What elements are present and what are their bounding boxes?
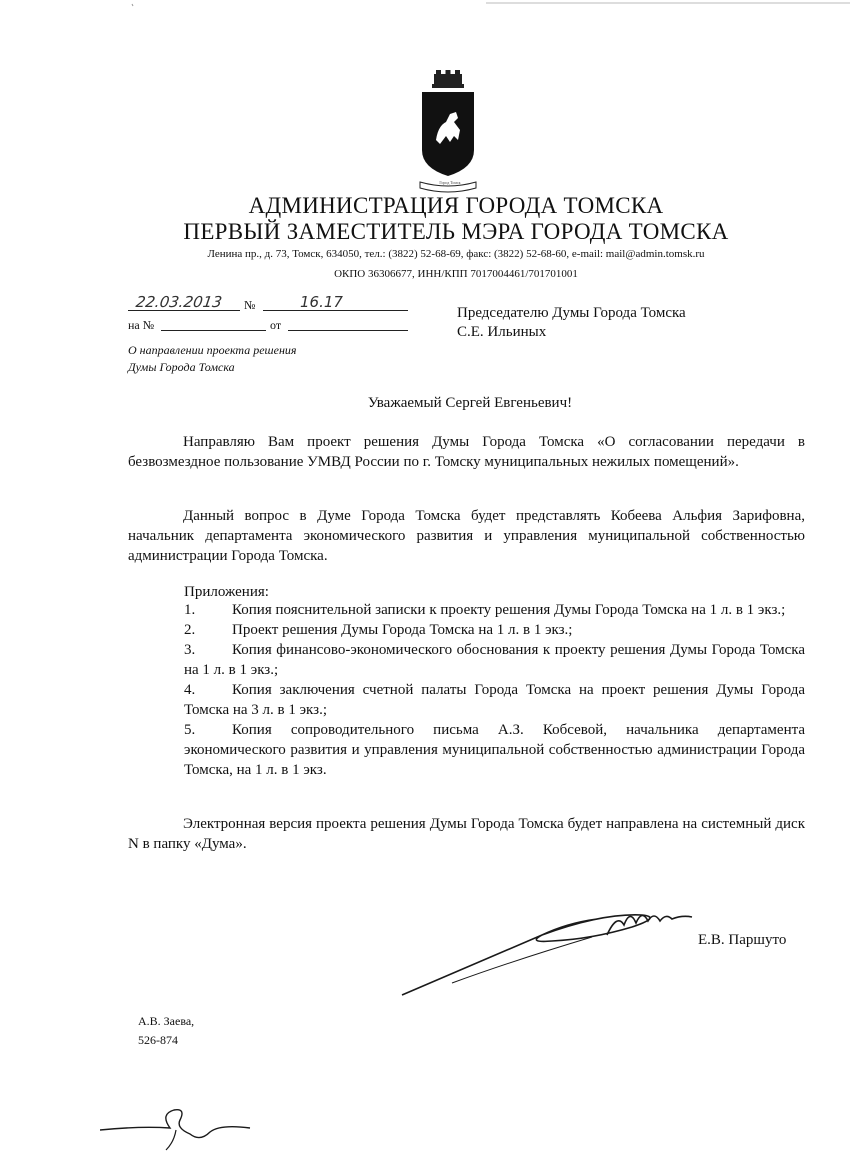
recipient-block <box>457 304 686 342</box>
handwritten-signature <box>392 895 712 1005</box>
official-title: ПЕРВЫЙ ЗАМЕСТИТЕЛЬ МЭРА ГОРОДА ТОМСКА <box>183 219 729 244</box>
executor-block <box>138 1012 194 1050</box>
paragraph-1: Направляю Вам проект решения Думы Города Томска «О согласовании передачи в безвозмездное пользование УМВД России по г. Томску муниципальных нежилых помещений». <box>128 434 805 470</box>
reply-date-underline <box>288 330 408 331</box>
attachments-list <box>184 600 805 780</box>
subject-line-2: Думы Города Томска <box>128 360 235 374</box>
reply-number-underline <box>161 330 266 331</box>
registration-codes: ОКПО 36306677, ИНН/КПП 7017004461/701701001 <box>334 268 578 280</box>
coat-of-arms-emblem <box>416 70 480 196</box>
outgoing-number: 16.17 <box>300 293 343 311</box>
number-underline <box>263 310 408 311</box>
recipient-position: Председателю Думы Города Томска <box>457 305 686 321</box>
attachment-item: 2. Проект решения Думы Города Томска на 1 л. в 1 экз.; <box>184 622 573 638</box>
executor-phone: 526-874 <box>138 1033 178 1047</box>
scan-edge-mark <box>118 0 154 18</box>
attachment-item: 4. Копия заключения счетной палаты Города Томска на проект решения Думы Города Томска на 3 л. в 1 экз.; <box>184 682 805 718</box>
outgoing-registration <box>128 293 408 312</box>
organization-name: АДМИНИСТРАЦИЯ ГОРОДА ТОМСКА <box>248 193 664 218</box>
recipient-name: С.Е. Ильиных <box>457 324 547 340</box>
attachment-item: 5. Копия сопроводительного письма А.З. Кобсевой, начальника департамента экономического развития и управления муниципальной собственностью администрации Города Томска, на 1 л. в 1 экз. <box>184 722 805 778</box>
paragraph-3: Электронная версия проекта решения Думы Города Томска будет направлена на системный диск N в папку «Дума». <box>128 816 805 852</box>
date-underline <box>128 310 240 311</box>
paragraph-2: Данный вопрос в Думе Города Томска будет представлять Кобеева Альфия Зарифовна, начальник департамента экономического развития и управления муниципальной собственностью администрации Города Томска. <box>128 508 805 564</box>
signer-name: Е.В. Паршуто <box>698 932 787 948</box>
emblem-ribbon-text: Город Томск <box>439 180 461 185</box>
handwritten-initials <box>100 1098 280 1158</box>
contact-details: Ленина пр., д. 73, Томск, 634050, тел.: (3822) 52-68-69, факс: (3822) 52-68-60, e-mail: mail@admin.tomsk.ru <box>207 248 705 260</box>
greeting: Уважаемый Сергей Евгеньевич! <box>367 395 573 411</box>
subject-block <box>128 342 296 376</box>
reply-to-label: на № <box>128 318 155 332</box>
reply-from-label: от <box>270 318 282 332</box>
number-label: № <box>244 298 256 312</box>
scan-edge-line <box>486 0 850 12</box>
attachments-title: Приложения: <box>184 584 269 600</box>
outgoing-date: 22.03.2013 <box>134 293 224 311</box>
subject-line-1: О направлении проекта решения <box>128 343 297 357</box>
reply-reference <box>128 318 418 332</box>
attachment-item: 1. Копия пояснительной записки к проекту решения Думы Города Томска на 1 л. в 1 экз.; <box>184 602 786 618</box>
attachment-item: 3. Копия финансово-экономического обоснования к проекту решения Думы Города Томска на 1 л. в 1 экз.; <box>184 642 805 678</box>
executor-name: А.В. Заева, <box>138 1014 195 1028</box>
